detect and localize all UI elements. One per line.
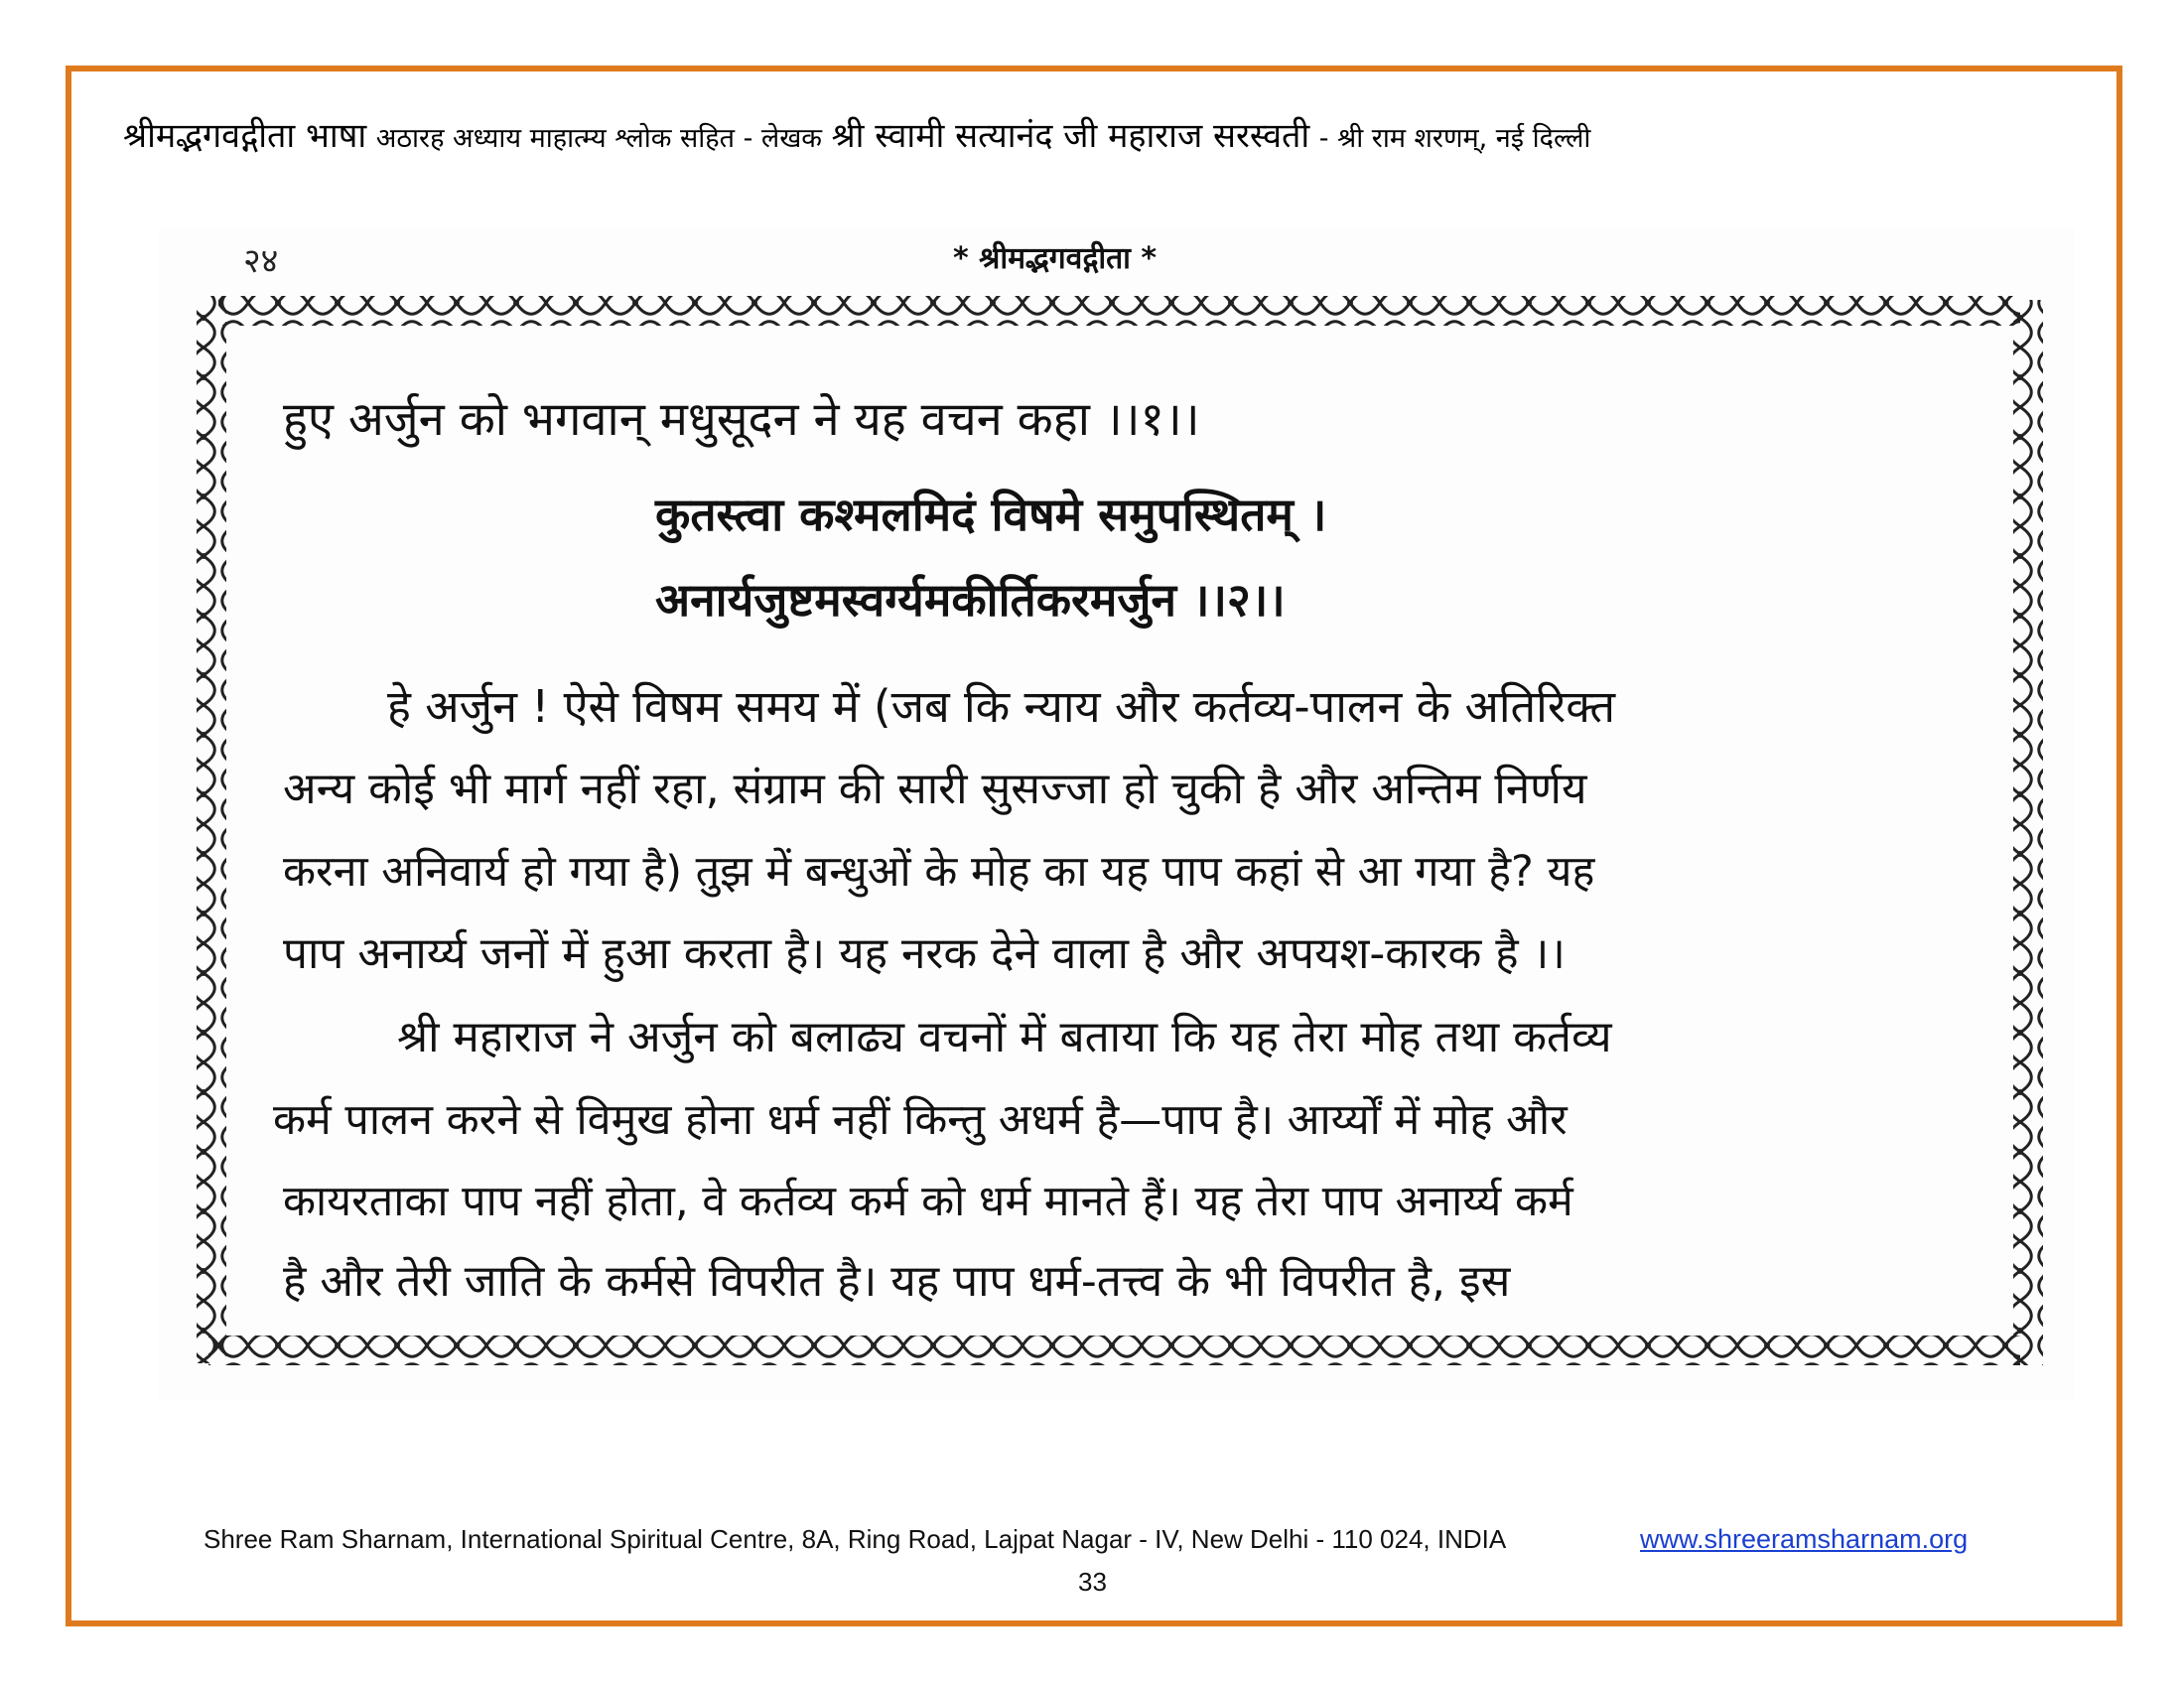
text-line: श्री महाराज ने अर्जुन को बलाढ्य वचनों में बताया कि यह तेरा मोह तथा कर्तव्य <box>397 1012 1612 1062</box>
document-header <box>123 111 2069 157</box>
text-line: कर्म पालन करने से विमुख होना धर्म नहीं किन्तु अधर्म है—पाप है। आर्य्यों में मोह और <box>273 1095 1568 1145</box>
website-link[interactable]: www.shreeramsharnam.org <box>1640 1524 1969 1554</box>
scan-running-title: * श्रीमद्भगवद्गीता * <box>953 241 1158 276</box>
text-line: करना अनिवार्य हो गया है) तुझ में बन्धुओं के मोह का यह पाप कहां से आ गया है? यह <box>283 847 1595 897</box>
header-subtitle: अठारह अध्याय माहात्म्य श्लोक सहित - लेखक <box>375 123 823 154</box>
footer-address: Shree Ram Sharnam, International Spiritual Centre, 8A, Ring Road, Lajpat Nagar - IV, New Delhi - 110 024, INDIA <box>204 1524 1507 1554</box>
text-line: अन्य कोई भी मार्ग नहीं रहा, संग्राम की सारी सुसज्जा हो चुकी है और अन्तिम निर्णय <box>283 764 1587 814</box>
verse-line: अनार्यजुष्टमस्वर्ग्यमकीर्तिकरमर्जुन ।।२।। <box>655 573 1286 627</box>
text-line: कायरताका पाप नहीं होता, वे कर्तव्य कर्म को धर्म मानते हैं। यह तेरा पाप अनार्य्य कर्म <box>283 1177 1573 1226</box>
text-line: पाप अनार्य्य जनों में हुआ करता है। यह नरक देने वाला है और अपयश-कारक है ।। <box>283 928 1566 979</box>
text-line: है और तेरी जाति के कर्मसे विपरीत है। यह पाप धर्म-तत्त्व के भी विपरीत है, इस <box>283 1256 1511 1307</box>
text-line: हे अर्जुन ! ऐसे विषम समय में (जब कि न्याय और कर्तव्य-पालन के अतिरिक्त <box>387 680 1616 733</box>
page-number: 33 <box>1078 1567 1107 1597</box>
text-line: हुए अर्जुन को भगवान् मधुसूदन ने यह वचन कहा ।।१।। <box>283 392 1200 447</box>
scan-page-number: २४ <box>243 241 279 281</box>
header-author: श्री स्वामी सत्यानंद जी महाराज सरस्वती <box>831 116 1310 156</box>
header-publisher: - श्री राम शरणम्, नई दिल्ली <box>1318 123 1591 154</box>
verse-line: कुतस्त्वा कश्मलमिदं विषमे समुपस्थितम् । <box>655 488 1327 541</box>
header-book-title: श्रीमद्भगवद्गीता भाषा <box>123 116 367 156</box>
